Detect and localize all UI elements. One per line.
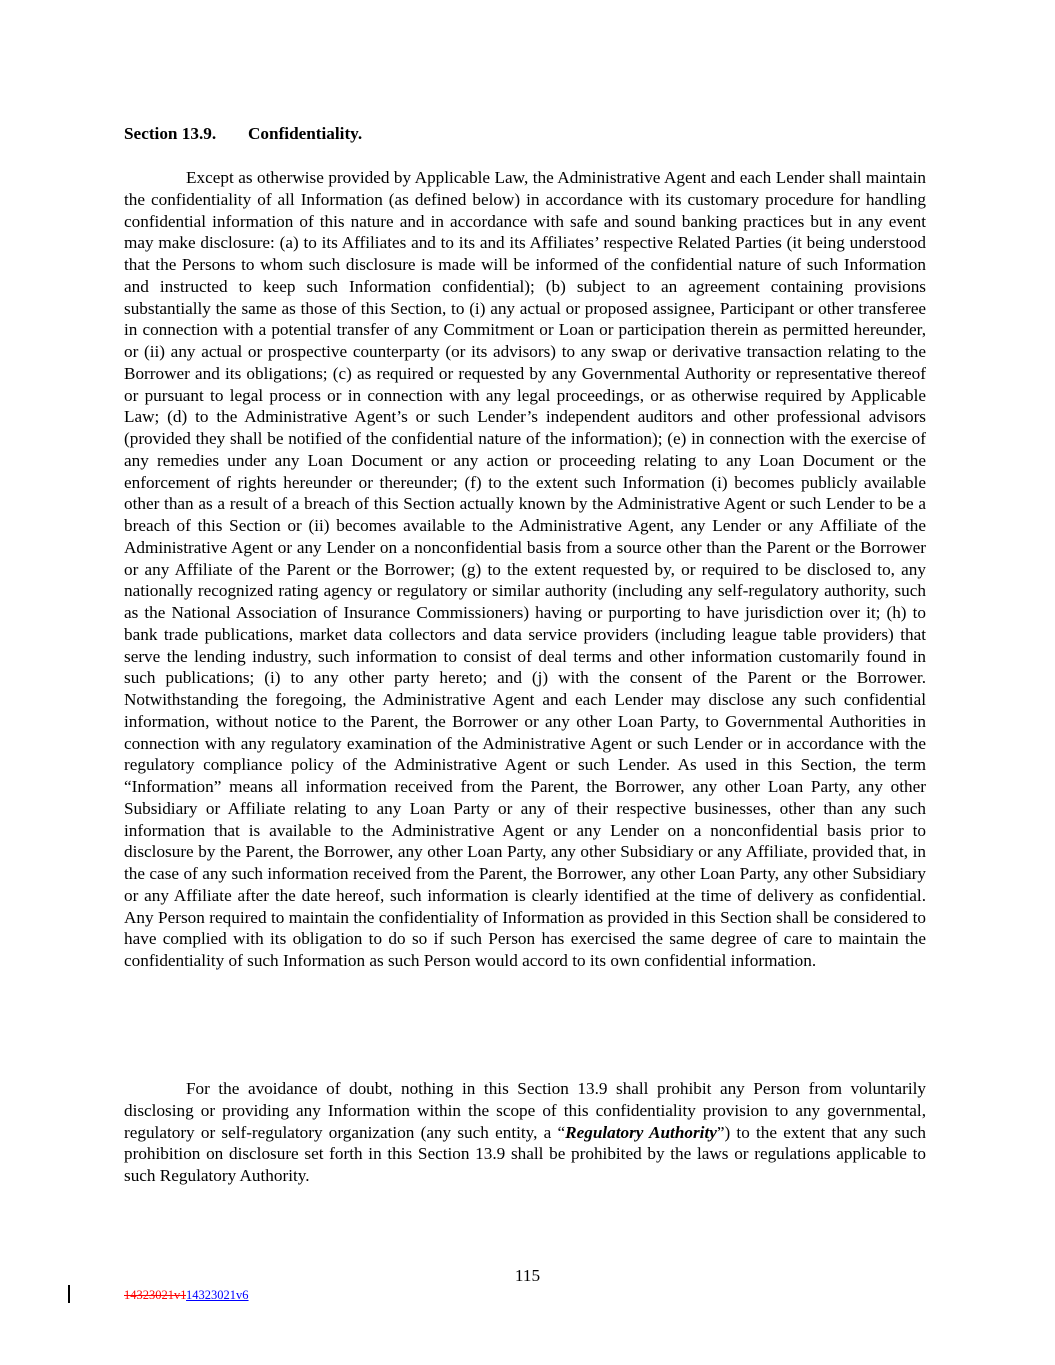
document-id <box>124 1288 249 1303</box>
page-number: 115 <box>514 1266 541 1285</box>
section-number: Section 13.9. <box>124 124 217 143</box>
inserted-doc-id: 14323021v6 <box>186 1288 249 1302</box>
section-heading <box>124 124 362 144</box>
confidentiality-paragraph: Except as otherwise provided by Applicable Law, the Administrative Agent and each Lender shall maintain the confidentiality of all Information (as defined below) in accordance with its customary procedure for handling confidential information of this nature and in accordance with safe and sound banking practices but in any event may make disclosure: (a) to its Affiliates and to its and its Affiliates’ respective Related Parties (it being understood that the Persons to whom such disclosure is made will be informed of the confidential nature of such Information and instructed to keep such Information confidential); (b) subject to an agreement containing provisions substantially the same as those of this Section, to (i) any actual or proposed assignee, Participant or other transferee in connection with a potential transfer of any Commitment or Loan or participation therein as permitted hereunder, or (ii) any actual or prospective counterparty (or its advisors) to any swap or derivative transaction relating to the Borrower and its obligations; (c) as required or requested by any Governmental Authority or representative thereof or pursuant to legal process or in connection with any legal proceedings, or as otherwise required by Applicable Law; (d) to the Administrative Agent’s or such Lender’s independent auditors and other professional advisors (provided they shall be notified of the confidential nature of the information); (e) in connection with the exercise of any remedies under any Loan Document or any action or proceeding relating to any Loan Document or the enforcement of rights hereunder or thereunder; (f) to the extent such Information (i) becomes publicly available other than as a result of a breach of this Section actually known by the Administrative Agent or such Lender to be a breach of this Section or (ii) becomes available to the Administrative Agent, any Lender or any Affiliate of the Administrative Agent or any Lender on a nonconfidential basis from a source other than the Parent or the Borrower or any Affiliate of the Parent or the Borrower; (g) to the extent requested by, or required to be disclosed to, any nationally recognized rating agency or regulatory or similar authority (including any self-regulatory authority, such as the National Association of Insurance Commissioners) having or purporting to have jurisdiction over it; (h) to bank trade publications, market data collectors and data service providers (including league table providers) that serve the lending industry, such information to consist of deal terms and other information customarily found in such publications; (i) to any other party hereto; and (j) with the consent of the Parent or the Borrower. Notwithstanding the foregoing, the Administrative Agent and each Lender may disclose any such confidential information, without notice to the Parent, the Borrower or any other Loan Party, to Governmental Authorities in connection with any regulatory examination of the Administrative Agent or such Lender or in accordance with the regulatory compliance policy of the Administrative Agent or such Lender. As used in this Section, the term “Information” means all information received from the Parent, the Borrower, any other Loan Party, any other Subsidiary or Affiliate relating to any Loan Party or any of their respective businesses, other than any such information that is available to the Administrative Agent or any Lender on a nonconfidential basis prior to disclosure by the Parent, the Borrower, any other Loan Party, any other Subsidiary or any Affiliate, provided that, in the case of any such information received from the Parent, the Borrower, any other Loan Party, any other Subsidiary or any Affiliate after the date hereof, such information is clearly identified at the time of delivery as confidential. Any Person required to maintain the confidentiality of Information as provided in this Section shall be considered to have complied with its obligation to do so if such Person has exercised the same degree of care to maintain the confidentiality of such Information as such Person would accord to its own confidential information. <box>124 168 926 970</box>
paragraph-text-after: ”) to the extent that any such prohibition on disclosure set forth in this Section 13.9 shall be prohibited by the laws or regulations applicable to such Regulatory Authority. <box>124 1122 927 1185</box>
revision-change-bar <box>68 1285 70 1303</box>
regulatory-authority-paragraph <box>124 1078 926 1187</box>
deleted-doc-id: 14323021v1 <box>124 1288 187 1302</box>
paragraph-text-before: For the avoidance of doubt, nothing in this Section 13.9 shall prohibit any Person from voluntarily disclosing or providing any Information within the scope of this confidentiality provision to any governmental, regulatory or self-regulatory organization (any such entity, a “ <box>124 1079 926 1142</box>
defined-term: Regulatory Authority <box>565 1122 717 1142</box>
section-title: Confidentiality. <box>248 124 363 143</box>
